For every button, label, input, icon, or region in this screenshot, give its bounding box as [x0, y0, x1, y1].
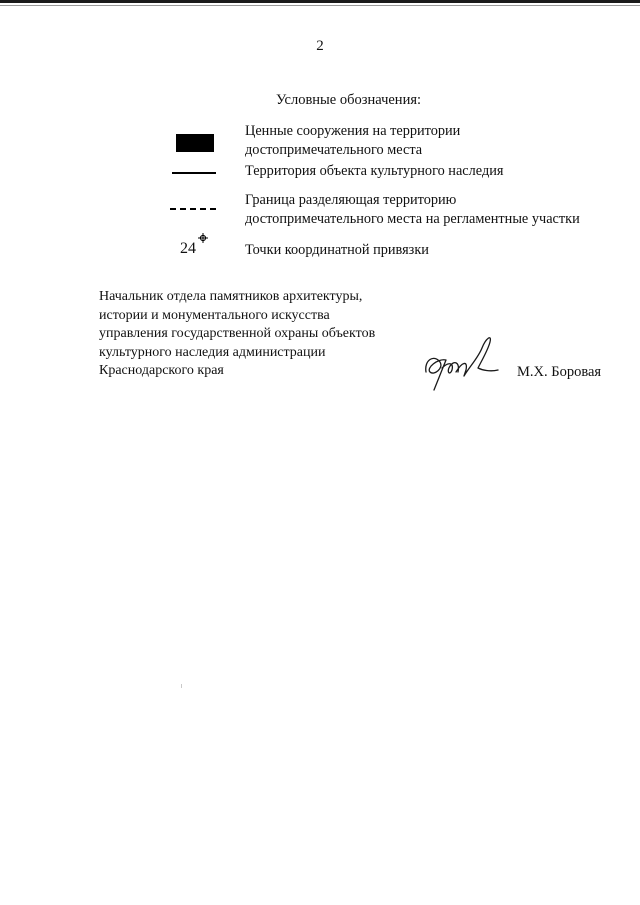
zone-boundary-dashed-symbol: [170, 208, 216, 210]
handwritten-signature: [420, 332, 500, 394]
heritage-territory-line-symbol: [172, 172, 216, 174]
legend-item-valuable-structures: [245, 122, 460, 160]
legend-item-text-line: Точки координатной привязки: [245, 242, 429, 258]
signatory-title-line: Краснодарского края: [99, 363, 224, 379]
coordinate-point-icon: [198, 233, 208, 243]
coordinate-point-label: 24: [180, 240, 196, 257]
page-top-border-thin: [0, 5, 640, 6]
legend-item-zone-boundary: [245, 191, 580, 229]
signatory-title-line: культурного наследия администрации: [99, 344, 326, 360]
legend-item-coordinate-points: [245, 241, 429, 260]
valuable-structures-symbol: [176, 134, 214, 152]
signatory-title-block: [99, 288, 375, 381]
legend-item-text-line: достопримечательного места на регламентные участки: [245, 211, 580, 227]
legend-item-text-line: Граница разделяющая территорию: [245, 192, 457, 208]
page-top-border: [0, 0, 640, 3]
signatory-title-line: управления государственной охраны объектов: [99, 326, 376, 342]
legend-item-text-line: Территория объекта культурного наследия: [245, 163, 504, 179]
signatory-title-line: истории и монументального искусства: [99, 307, 330, 323]
signatory-title-line: Начальник отдела памятников архитектуры,: [99, 289, 363, 304]
page-number: 2: [316, 38, 324, 54]
legend-item-text-line: Ценные сооружения на территории: [245, 123, 461, 139]
legend-item-heritage-territory: [245, 162, 503, 181]
legend-title: Условные обозначения:: [276, 92, 422, 108]
signer-name: М.Х. Боровая: [517, 364, 602, 380]
legend-item-text-line: достопримечательного места: [245, 142, 423, 158]
scan-artifact: [181, 684, 182, 688]
